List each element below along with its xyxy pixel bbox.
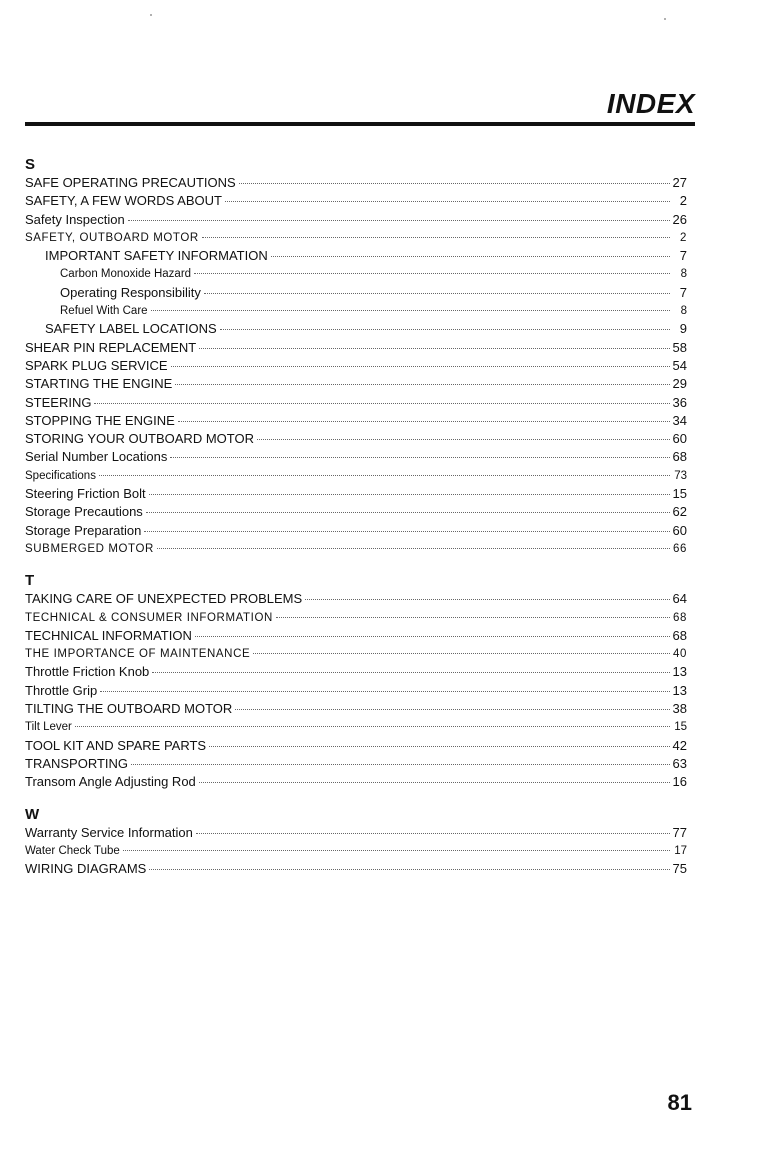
entry-page: 17 [674,844,687,857]
index-entry [25,663,687,681]
index-entry [25,737,687,755]
entry-page: 8 [680,305,687,318]
dot-leader [157,548,670,549]
dot-leader [146,512,670,513]
index-section-t [25,572,687,791]
dot-leader [151,310,670,311]
dot-leader [257,439,670,440]
entry-label: WIRING DIAGRAMS [25,861,147,877]
entry-label: SAFE OPERATING PRECAUTIONS [25,175,236,190]
dot-leader [239,183,670,184]
entry-page: 68 [672,627,687,643]
index-entry [25,192,687,210]
dot-leader [178,421,670,422]
dot-leader [152,672,669,673]
entry-page: 75 [672,861,687,877]
entry-label: SAFETY LABEL LOCATIONS [45,321,217,337]
dot-leader [99,475,670,476]
entry-label: STARTING THE ENGINE [25,376,173,392]
entry-label: Tilt Lever [25,721,72,734]
index-entry [25,682,687,700]
entry-label: SUBMERGED MOTOR [25,542,154,555]
entry-page: 29 [672,376,687,392]
dot-leader [202,237,670,238]
entry-label: STORING YOUR OUTBOARD MOTOR [25,431,254,447]
scan-speck [150,14,152,16]
entry-label: TRANSPORTING [25,755,129,771]
index-entry [25,357,687,375]
dot-leader [128,220,670,221]
entry-label: TAKING CARE OF UNEXPECTED PROBLEMS [25,591,303,607]
index-entry [25,860,687,878]
dot-leader [171,366,670,367]
entry-page: 7 [679,248,687,264]
section-letter: S [25,156,36,173]
dot-leader [149,869,669,870]
index-entry [25,522,687,540]
dot-leader [253,653,670,654]
header-rule [25,122,695,126]
index-entry [25,375,687,393]
dot-leader [220,329,670,330]
index-entry [25,590,687,608]
entry-label: Operating Responsibility [60,284,201,300]
entry-label: Throttle Grip [25,682,98,698]
entry-page: 42 [672,737,687,753]
entry-page: 27 [672,175,687,190]
entry-page: 66 [673,542,687,555]
entry-label: TOOL KIT AND SPARE PARTS [25,737,207,753]
dot-leader [149,494,670,495]
entry-label: Storage Precautions [25,504,143,520]
section-letter: W [25,805,40,823]
index-entry [25,412,687,430]
dot-leader [199,348,669,349]
entry-page: 8 [680,268,687,281]
entry-label: THE IMPORTANCE OF MAINTENANCE [25,648,251,661]
dot-leader [235,709,669,710]
entry-page: 34 [672,412,687,428]
dot-leader [225,201,670,202]
entry-page: 15 [672,486,687,502]
dot-leader [100,691,669,692]
index-list [25,150,687,892]
index-section-s [25,156,687,558]
entry-page: 54 [672,357,687,373]
index-entry [25,302,687,320]
entry-page: 9 [679,321,687,337]
dot-leader [144,531,669,532]
entry-label: STEERING [25,394,92,410]
index-entry [25,247,687,265]
index-entry [25,718,687,736]
dot-leader [75,726,670,727]
entry-label: SPARK PLUG SERVICE [25,357,168,373]
dot-leader [94,403,669,404]
dot-leader [170,457,669,458]
index-entry [25,842,687,860]
entry-label: Safety Inspection [25,211,125,227]
entry-page: 63 [672,755,687,771]
dot-leader [194,273,670,274]
index-entry [25,265,687,283]
index-entry [25,503,687,521]
entry-label: TECHNICAL & CONSUMER INFORMATION [25,611,273,624]
entry-page: 77 [672,824,687,840]
index-entry [25,211,687,229]
entry-page: 26 [672,211,687,227]
index-entry [25,174,687,192]
entry-page: 15 [674,721,687,734]
section-letter: T [25,572,35,590]
entry-page: 16 [672,774,687,790]
index-entry [25,540,687,558]
entry-page: 36 [672,394,687,410]
entry-label: SHEAR PIN REPLACEMENT [25,339,197,355]
index-entry [25,229,687,247]
index-entry [25,320,687,338]
entry-label: TILTING THE OUTBOARD MOTOR [25,701,233,717]
entry-page: 60 [672,522,687,538]
entry-label: Serial Number Locations [25,449,168,465]
entry-page: 58 [672,339,687,355]
index-entry [25,824,687,842]
entry-page: 40 [673,648,687,661]
entry-label: Carbon Monoxide Hazard [60,268,192,281]
entry-label: SAFETY, A FEW WORDS ABOUT [25,193,222,209]
entry-label: Steering Friction Bolt [25,486,146,502]
entry-label: Water Check Tube [25,844,120,857]
dot-leader [175,384,669,385]
dot-leader [271,256,670,257]
entry-label: IMPORTANT SAFETY INFORMATION [45,248,268,264]
entry-label: Warranty Service Information [25,824,193,840]
page-title: INDEX [606,88,695,119]
dot-leader [209,746,669,747]
entry-page: 2 [680,231,687,244]
index-entry [25,773,687,791]
entry-label: Transom Angle Adjusting Rod [25,774,196,790]
entry-page: 68 [672,449,687,465]
index-entry [25,627,687,645]
entry-page: 38 [672,701,687,717]
dot-leader [195,636,670,637]
index-entry [25,755,687,773]
dot-leader [199,782,670,783]
entry-label: Specifications [25,469,96,482]
entry-page: 64 [672,591,687,607]
index-entry [25,700,687,718]
index-entry [25,467,687,485]
dot-leader [204,293,670,294]
entry-label: TECHNICAL INFORMATION [25,627,192,643]
page-header [25,88,695,126]
entry-label: STOPPING THE ENGINE [25,412,175,428]
entry-page: 60 [672,431,687,447]
entry-page: 2 [679,193,687,209]
entry-label: Throttle Friction Knob [25,664,150,680]
index-entry [25,448,687,466]
dot-leader [276,617,670,618]
page-number: 81 [667,1090,692,1115]
index-entry [25,284,687,302]
entry-page: 62 [672,504,687,520]
index-entry [25,430,687,448]
entry-label: SAFETY, OUTBOARD MOTOR [25,231,199,244]
dot-leader [131,764,669,765]
index-entry [25,485,687,503]
entry-page: 13 [672,682,687,698]
dot-leader [123,850,670,851]
scan-speck [664,18,666,20]
entry-page: 73 [674,469,687,482]
dot-leader [196,833,670,834]
index-entry [25,394,687,412]
index-section-w [25,806,687,879]
index-entry [25,609,687,627]
entry-label: Refuel With Care [60,305,148,318]
index-entry [25,645,687,663]
entry-label: Storage Preparation [25,522,142,538]
index-entry [25,339,687,357]
entry-page: 7 [679,284,687,300]
entry-page: 68 [673,611,687,624]
dot-leader [305,599,669,600]
entry-page: 13 [672,664,687,680]
